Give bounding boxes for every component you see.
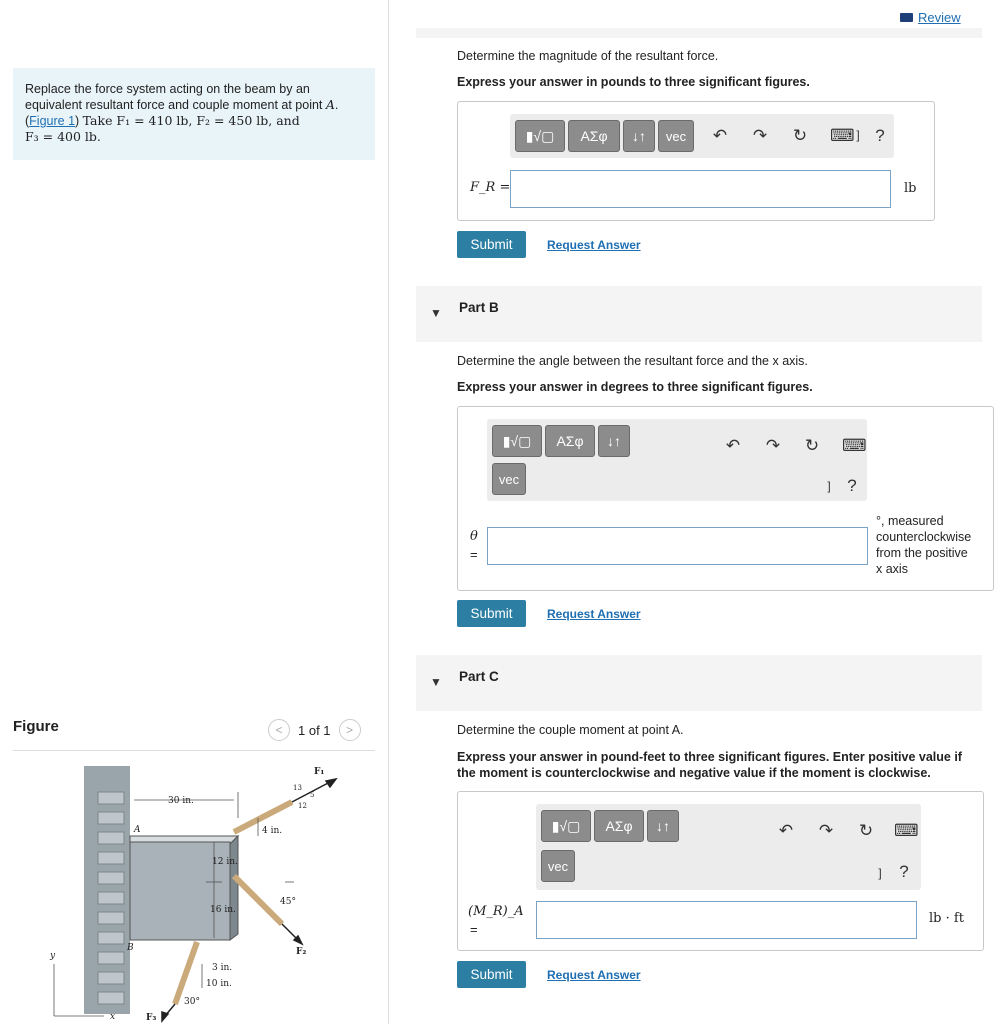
- part-b-submit-button[interactable]: Submit: [457, 600, 526, 627]
- templates-button[interactable]: ▮√▢: [492, 425, 542, 457]
- problem-statement: Replace the force system acting on the beam by an equivalent resultant force and couple moment at point A. (Figure 1) Take F₁ = 410 lb, F₂ = 450 lb, and F₃ = 400 lb.: [13, 68, 375, 160]
- part-c-question: Determine the couple moment at point A.: [457, 723, 684, 737]
- undo-icon[interactable]: ↶: [725, 436, 741, 455]
- point-label: A: [325, 97, 335, 112]
- problem-line-4: F₃ = 400 lb.: [25, 129, 101, 144]
- undo-icon[interactable]: ↶: [712, 126, 728, 145]
- dim-12-label: 12 in.: [212, 857, 238, 867]
- rod-f3: [175, 942, 197, 1004]
- part-b-unit: [876, 513, 971, 577]
- problem-line-3: Take F₁ = 410 lb, F₂ = 450 lb, and: [82, 113, 300, 128]
- part-a-request-answer-link[interactable]: Request Answer: [547, 238, 641, 252]
- redo-icon[interactable]: ↷: [752, 126, 768, 145]
- part-a-unit: lb: [904, 181, 917, 196]
- dim-3-label: 3 in.: [212, 963, 233, 973]
- part-b-instruction: Express your answer in degrees to three significant figures.: [457, 380, 813, 394]
- greek-symbols-button[interactable]: ΑΣφ: [568, 120, 620, 152]
- part-c-title: Part C: [459, 669, 499, 684]
- figure-divider: [13, 750, 375, 751]
- prev-figure-button[interactable]: <: [268, 719, 290, 741]
- help-icon[interactable]: ?: [899, 862, 909, 881]
- problem-line-2: equivalent resultant force and couple moment at point: [25, 98, 326, 112]
- keyboard-icon[interactable]: ⌨: [842, 436, 867, 455]
- figure-page-count: 1 of 1: [298, 722, 331, 738]
- part-c-request-answer-link[interactable]: Request Answer: [547, 968, 641, 982]
- part-b-title: Part B: [459, 300, 499, 315]
- review-link[interactable]: [900, 10, 961, 25]
- dim-30-label: 30 in.: [168, 796, 194, 806]
- help-icon[interactable]: ?: [847, 476, 857, 495]
- figure-title: Figure: [13, 718, 59, 735]
- point-b-label: B: [127, 943, 134, 953]
- force-f1-arrowhead: [326, 779, 336, 787]
- templates-button[interactable]: ▮√▢: [515, 120, 565, 152]
- bracket-icon[interactable]: ]: [878, 866, 882, 880]
- rod-f2: [234, 876, 282, 924]
- part-a-submit-button[interactable]: Submit: [457, 231, 526, 258]
- wall-bricks: [98, 792, 124, 1004]
- arrows-button[interactable]: ↓↑: [647, 810, 679, 842]
- help-icon[interactable]: ?: [875, 126, 885, 145]
- part-b-var-equals: =: [470, 547, 478, 562]
- force-f3-arrowhead: [162, 1012, 168, 1021]
- dim-4-label: 4 in.: [262, 826, 283, 836]
- reset-icon[interactable]: ↻: [858, 821, 874, 840]
- ratio-12-label: 12: [298, 802, 307, 810]
- part-b-toolbar: [487, 419, 867, 501]
- angle-30-label: 30°: [184, 997, 200, 1007]
- greek-symbols-button[interactable]: ΑΣφ: [545, 425, 595, 457]
- part-b-input[interactable]: [487, 527, 868, 565]
- part-c-answer-box: [457, 791, 984, 951]
- part-b-header[interactable]: [416, 286, 982, 342]
- book-icon: [900, 13, 913, 22]
- figure-pager: [268, 718, 361, 742]
- dim-16-label: 16 in.: [210, 905, 236, 915]
- templates-button[interactable]: ▮√▢: [541, 810, 591, 842]
- part-a-toolbar: [510, 114, 894, 158]
- axis-x-label: x: [110, 1012, 116, 1022]
- force-f2-label: F₂: [296, 947, 307, 957]
- angle-45-label: 45°: [280, 897, 296, 907]
- redo-icon[interactable]: ↷: [818, 821, 834, 840]
- force-f1-label: F₁: [314, 767, 325, 777]
- part-c-instruction: Express your answer in pound-feet to three significant figures. Enter positive value if the moment is counterclockwise and negative value if the moment is clockwise.: [457, 750, 962, 780]
- part-b-request-answer-link[interactable]: Request Answer: [547, 607, 641, 621]
- keyboard-icon[interactable]: ⌨: [830, 126, 855, 145]
- ratio-13-label: 13: [293, 784, 302, 792]
- part-a-answer-box: [457, 101, 935, 221]
- part-c-header[interactable]: [416, 655, 982, 711]
- part-a-instruction: Express your answer in pounds to three significant figures.: [457, 75, 810, 89]
- unit-line-4: x axis: [876, 562, 908, 576]
- greek-symbols-button[interactable]: ΑΣφ: [594, 810, 644, 842]
- axis-y-label: y: [50, 951, 56, 961]
- vector-button[interactable]: vec: [658, 120, 694, 152]
- keyboard-icon[interactable]: ⌨: [894, 821, 919, 840]
- part-c-var-label: (M_R)_A: [468, 904, 524, 919]
- part-b-answer-box: [457, 406, 994, 591]
- part-c-input[interactable]: [536, 901, 917, 939]
- figure-link[interactable]: Figure 1: [29, 114, 76, 128]
- point-a-label: A: [134, 825, 141, 835]
- problem-line-1: Replace the force system acting on the beam by an: [25, 82, 310, 96]
- collapse-triangle-icon: ▼: [430, 306, 442, 320]
- unit-line-3: from the positive: [876, 546, 968, 560]
- reset-icon[interactable]: ↻: [804, 436, 820, 455]
- vector-button[interactable]: vec: [492, 463, 526, 495]
- redo-icon[interactable]: ↷: [765, 436, 781, 455]
- review-bar: [416, 28, 982, 38]
- left-panel: [0, 0, 389, 1024]
- bracket-icon[interactable]: ]: [827, 479, 831, 493]
- unit-line-1: °, measured: [876, 514, 944, 528]
- arrows-button[interactable]: ↓↑: [623, 120, 655, 152]
- undo-icon[interactable]: ↶: [778, 821, 794, 840]
- part-c-toolbar: [536, 804, 921, 890]
- arrows-button[interactable]: ↓↑: [598, 425, 630, 457]
- part-c-var-equals: =: [470, 922, 478, 937]
- vector-button[interactable]: vec: [541, 850, 575, 882]
- part-b-var-label: θ: [470, 529, 478, 544]
- part-a-var-label: F_R =: [470, 180, 511, 195]
- part-b-question: Determine the angle between the resultant force and the x axis.: [457, 354, 808, 368]
- beam-figure: [0, 752, 388, 1024]
- reset-icon[interactable]: ↻: [792, 126, 808, 145]
- dim-10-label: 10 in.: [206, 979, 232, 989]
- ratio-5-label: 5: [310, 791, 315, 799]
- part-c-unit: lb · ft: [929, 911, 964, 926]
- force-f3-label: F₃: [146, 1013, 157, 1023]
- next-figure-button[interactable]: >: [339, 719, 361, 741]
- review-label: Review: [918, 10, 961, 25]
- bracket-icon[interactable]: ]: [856, 128, 860, 142]
- beam-side: [230, 836, 238, 940]
- part-c-submit-button[interactable]: Submit: [457, 961, 526, 988]
- part-a-question: Determine the magnitude of the resultant force.: [457, 49, 719, 63]
- part-a-input[interactable]: [510, 170, 891, 208]
- unit-line-2: counterclockwise: [876, 530, 972, 544]
- collapse-triangle-icon: ▼: [430, 675, 442, 689]
